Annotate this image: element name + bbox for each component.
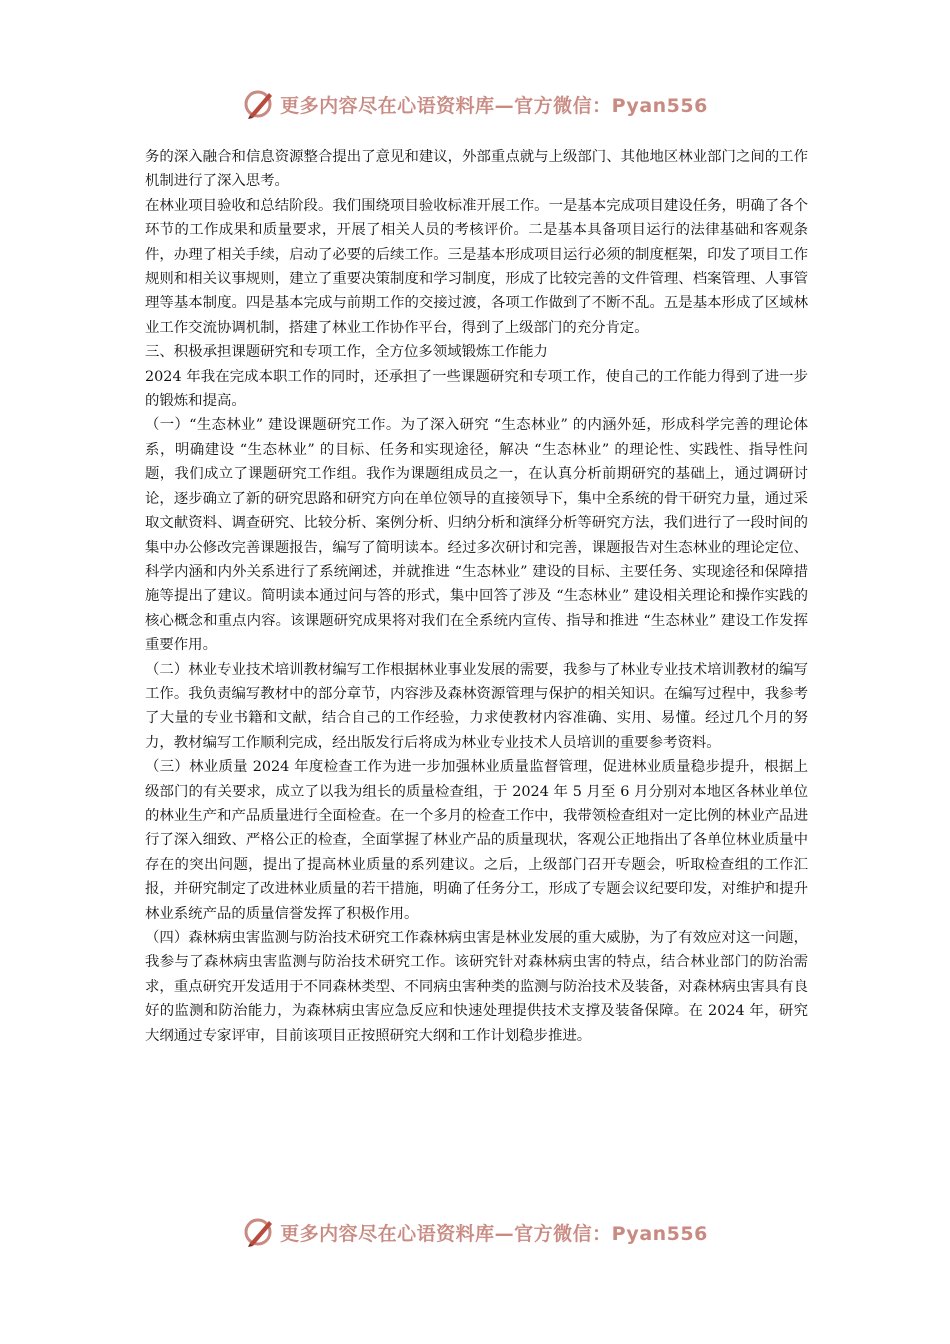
watermark-text: 更多内容尽在心语资料库—官方微信：Pyan556 [280, 1222, 708, 1245]
section-heading: 三、积极承担课题研究和专项工作，全方位多领域锻炼工作能力 [145, 344, 548, 361]
paragraph: （一）“生态林业” 建设课题研究工作。为了深入研究 “生态林业” 的内涵外延，形成科学完善的理论体系，明确建设 “生态林业” 的目标、任务和实现途径，解决 “生态林业” 的理论性、实践性、指导性问题，我们成立了课题研究工作组。我作为课题组成员之一，在认真分析前期研究的基础上，通过调研讨论，逐步确立了新的研究思路和研究方向在单位领导的直接领导下，集中全系统的骨干研究力量，通过采取文献资料、调查研究、比较分析、案例分析、归纳分析和演绎分析等研究方法，我们进行了一段时间的集中办公修改完善课题报告，编写了简明读本。经过多次研讨和完善，课题报告对生态林业的理论定位、科学内涵和内外关系进行了系统阐述，并就推进 “生态林业” 建设的目标、主要任务、实现途径和保障措施等提出了建议。简明读本通过问与答的形式，集中回答了涉及 “生态林业” 建设相关理论和操作实践的核心概念和重点内容。该课题研究成果将对我们在全系统内宣传、指导和推进 “生态林业” 建设工作发挥重要作用。 [145, 417, 808, 654]
watermark-text: 更多内容尽在心语资料库—官方微信：Pyan556 [280, 94, 708, 117]
header-watermark-banner [0, 84, 950, 124]
footer-watermark-banner [0, 1212, 950, 1252]
paragraph: 在林业项目验收和总结阶段。我们围绕项目验收标准开展工作。一是基本完成项目建设任务，明确了各个环节的工作成果和质量要求，开展了相关人员的考核评价。二是基本具备项目运行的法律基础和客观条件，办理了相关手续，启动了必要的后续工作。三是基本形成项目运行必须的制度框架，印发了项目工作规则和相关议事规则，建立了重要决策制度和学习制度，形成了比较完善的文件管理、档案管理、人事管理等基本制度。四是基本完成与前期工作的交接过渡，各项工作做到了不断不乱。五是基本形成了区域林业工作交流协调机制，搭建了林业工作协作平台，得到了上级部门的充分肯定。 [145, 197, 808, 336]
paragraph: （二）林业专业技术培训教材编写工作根据林业事业发展的需要，我参与了林业专业技术培训教材的编写工作。我负责编写教材中的部分章节，内容涉及森林资源管理与保护的相关知识。在编写过程中，我参考了大量的专业书籍和文献，结合自己的工作经验，力求使教材内容准确、实用、易懂。经过几个月的努力，教材编写工作顺利完成，经出版发行后将成为林业专业技术人员培训的重要参考资料。 [145, 661, 808, 751]
paragraph: （三）林业质量 2024 年度检查工作为进一步加强林业质量监督管理，促进林业质量稳步提升，根据上级部门的有关要求，成立了以我为组长的质量检查组，于 2024 年 5 月至 6 月分别对本地区各林业单位的林业生产和产品质量进行全面检查。在一个多月的检查工作中，我带领检查组对一定比例的林业产品进行了深入细致、严格公正的检查，全面掌握了林业产品的质量现状，客观公正地指出了各单位林业质量中存在的突出问题，提出了提高林业质量的系列建议。之后，上级部门召开专题会，听取检查组的工作汇报，并研究制定了改进林业质量的若干措施，明确了任务分工，形成了专题会议纪要印发，对维护和提升林业系统产品的质量信誉发挥了积极作用。 [145, 759, 808, 922]
document-body [145, 145, 808, 1048]
pen-circle-logo-icon [242, 87, 276, 121]
paragraph: 务的深入融合和信息资源整合提出了意见和建议，外部重点就与上级部门、其他地区林业部门之间的工作机制进行了深入思考。 [145, 149, 808, 190]
paragraph: 2024 年我在完成本职工作的同时，还承担了一些课题研究和专项工作，使自己的工作能力得到了进一步的锻炼和提高。 [145, 368, 808, 410]
paragraph: （四）森林病虫害监测与防治技术研究工作森林病虫害是林业发展的重大威胁，为了有效应对这一问题，我参与了森林病虫害监测与防治技术研究工作。该研究针对森林病虫害的特点，结合林业部门的防治需求，重点研究开发适用于不同森林类型、不同病虫害种类的监测与防治技术及装备，对森林病虫害具有良好的监测和防治能力，为森林病虫害应急反应和快速处理提供技术支撑及装备保障。在 2024 年，研究大纲通过专家评审，目前该项目正按照研究大纲和工作计划稳步推进。 [145, 930, 808, 1044]
pen-circle-logo-icon [242, 1215, 276, 1249]
